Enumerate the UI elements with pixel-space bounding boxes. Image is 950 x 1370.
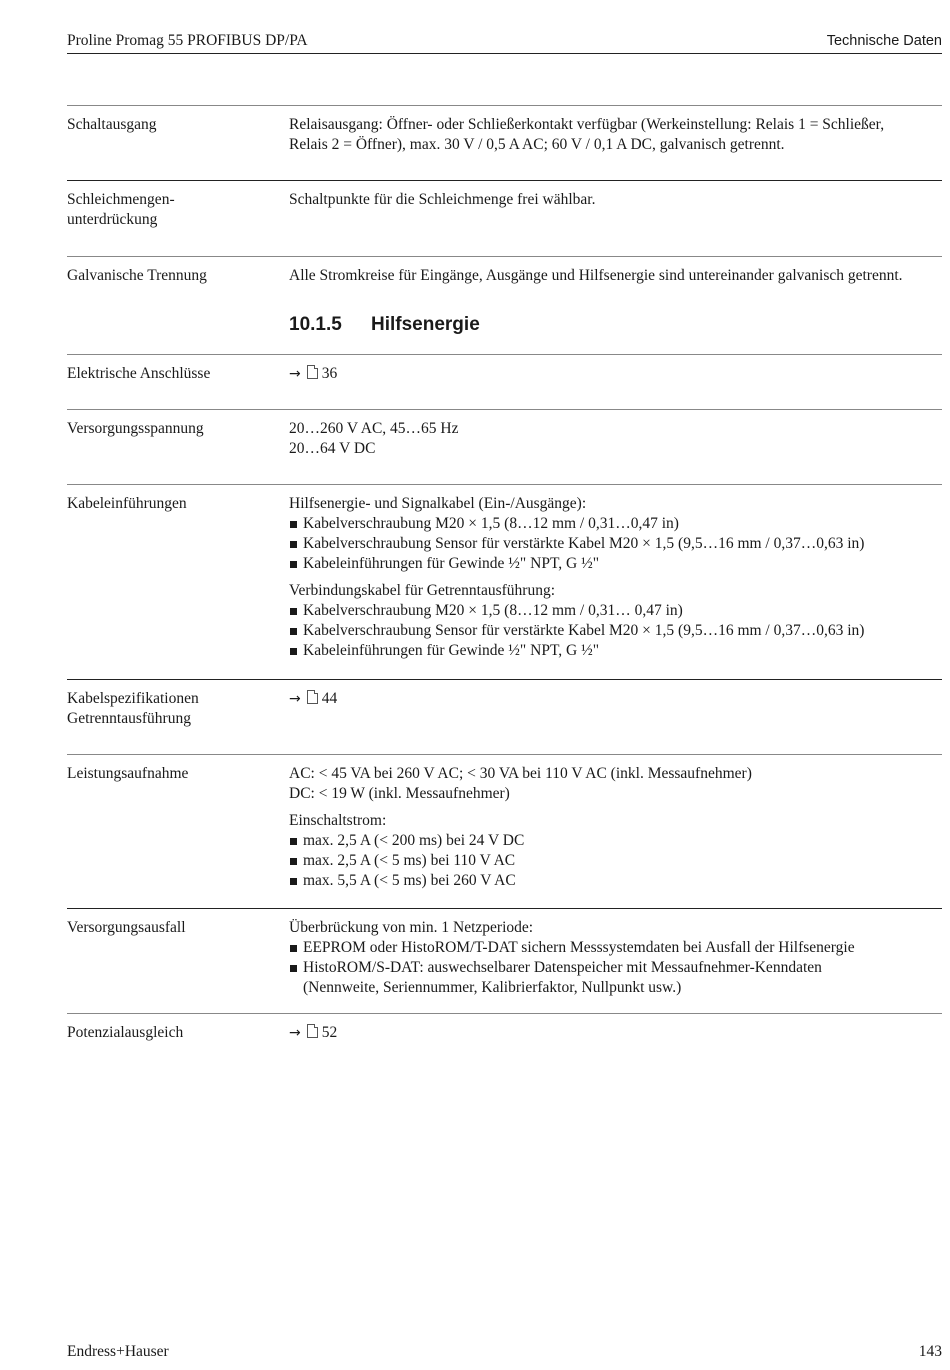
spec-row-schaltausgang (67, 105, 942, 181)
header-document-title: Proline Promag 55 PROFIBUS DP/PA (67, 32, 308, 49)
spec-row-versorgungsspannung (67, 409, 942, 485)
bullet-list (289, 831, 942, 891)
spec-row-potenzialausgleich (67, 1013, 942, 1064)
section-number: 10.1.5 (289, 314, 342, 335)
row-content (289, 190, 942, 210)
page-reference[interactable] (289, 1023, 942, 1043)
spec-row-galvanische-trennung (67, 256, 942, 355)
arrow-right-icon: → (289, 366, 301, 382)
text-line: Schaltpunkte für die Schleichmenge frei wählbar. (289, 191, 596, 208)
row-label: Elektrische Anschlüsse (67, 365, 211, 382)
spec-row-schleichmenge (67, 180, 942, 257)
row-content (289, 266, 942, 286)
list-item: HistoROM/S-DAT: auswechselbarer Datenspeicher mit Messaufnehmer-Kenndaten (289, 958, 942, 978)
arrow-right-icon: → (289, 691, 301, 707)
list-item: max. 2,5 A (< 5 ms) bei 110 V AC (289, 851, 942, 871)
spec-row-elektrische-anschluesse (67, 354, 942, 410)
section-title: Hilfsenergie (371, 314, 480, 335)
page-icon (307, 1024, 318, 1038)
row-label: Kabeleinführungen (67, 495, 187, 512)
row-content (289, 115, 942, 155)
text-line: 20…260 V AC, 45…65 Hz (289, 420, 459, 437)
spec-row-kabelspezifikationen (67, 679, 942, 755)
list-item: Kabelverschraubung M20 × 1,5 (8…12 mm / 0,31…0,47 in) (289, 514, 942, 534)
spec-row-versorgungsausfall (67, 908, 942, 1014)
list-item: Kabelverschraubung Sensor für verstärkte Kabel M20 × 1,5 (9,5…16 mm / 0,37…0,63 in) (289, 621, 942, 641)
page-number-footer: 143 (918, 1343, 942, 1360)
page-reference[interactable] (289, 689, 942, 709)
section-heading (289, 315, 480, 335)
page-reference[interactable] (289, 364, 942, 384)
list-item: max. 5,5 A (< 5 ms) bei 260 V AC (289, 871, 942, 891)
row-label: Galvanische Trennung (67, 267, 207, 284)
text-line: 20…64 V DC (289, 440, 376, 457)
page-footer (67, 1342, 942, 1362)
list-item: Kabeleinführungen für Gewinde ½" NPT, G ½" (289, 554, 942, 574)
label-line: Kabelspezifikationen (67, 690, 199, 707)
label-line: Getrenntausführung (67, 710, 191, 727)
bullet-list (289, 938, 942, 978)
list-intro: Verbindungskabel für Getrenntausführung: (289, 582, 556, 599)
spec-row-kabeleinfuehrungen (67, 484, 942, 680)
list-intro: Einschaltstrom: (289, 812, 387, 829)
header-section-title: Technische Daten (826, 33, 942, 49)
row-label: Leistungsaufnahme (67, 765, 189, 782)
row-content (289, 918, 942, 998)
text-line: Relais 2 = Öffner), max. 30 V / 0,5 A AC; 60 V / 0,1 A DC, galvanisch getrennt. (289, 136, 785, 153)
page-number: 52 (321, 1024, 338, 1041)
list-item: max. 2,5 A (< 200 ms) bei 24 V DC (289, 831, 942, 851)
text-line: DC: < 19 W (inkl. Messaufnehmer) (289, 785, 510, 802)
text-line: Relaisausgang: Öffner- oder Schließerkontakt verfügbar (Werkeinstellung: Relais 1 = Schließer, (289, 116, 885, 133)
text-line: AC: < 45 VA bei 260 V AC; < 30 VA bei 110 V AC (inkl. Messaufnehmer) (289, 765, 752, 782)
row-content (289, 764, 942, 891)
text-line: Alle Stromkreise für Eingänge, Ausgänge und Hilfsenergie sind untereinander galvanisch getrennt. (289, 267, 903, 284)
bullet-list (289, 514, 942, 574)
list-item: Kabeleinführungen für Gewinde ½" NPT, G ½" (289, 641, 942, 661)
page-number: 36 (321, 365, 338, 382)
list-item: EEPROM oder HistoROM/T-DAT sichern Messsystemdaten bei Ausfall der Hilfsenergie (289, 938, 942, 958)
row-label: Potenzialausgleich (67, 1024, 184, 1041)
row-content (289, 494, 942, 661)
page-header (67, 31, 942, 54)
footer-brand: Endress+Hauser (67, 1343, 169, 1360)
bullet-list (289, 601, 942, 661)
list-intro: Hilfsenergie- und Signalkabel (Ein-/Ausgänge): (289, 495, 587, 512)
row-content (289, 419, 942, 459)
list-item-continuation: (Nennweite, Seriennummer, Kalibrierfaktor, Nullpunkt usw.) (303, 979, 682, 996)
page-icon (307, 365, 318, 379)
list-item: Kabelverschraubung M20 × 1,5 (8…12 mm / 0,31… 0,47 in) (289, 601, 942, 621)
page-number: 44 (321, 690, 338, 707)
row-label (67, 689, 282, 729)
list-intro: Überbrückung von min. 1 Netzperiode: (289, 919, 534, 936)
row-label: Versorgungsspannung (67, 420, 204, 437)
list-item: Kabelverschraubung Sensor für verstärkte Kabel M20 × 1,5 (9,5…16 mm / 0,37…0,63 in) (289, 534, 942, 554)
arrow-right-icon: → (289, 1025, 301, 1041)
label-line: unterdrückung (67, 211, 158, 228)
spec-row-leistungsaufnahme (67, 754, 942, 909)
label-line: Schleichmengen- (67, 191, 175, 208)
row-label (67, 190, 282, 230)
row-label: Versorgungsausfall (67, 919, 186, 936)
page-icon (307, 690, 318, 704)
row-label: Schaltausgang (67, 116, 157, 133)
